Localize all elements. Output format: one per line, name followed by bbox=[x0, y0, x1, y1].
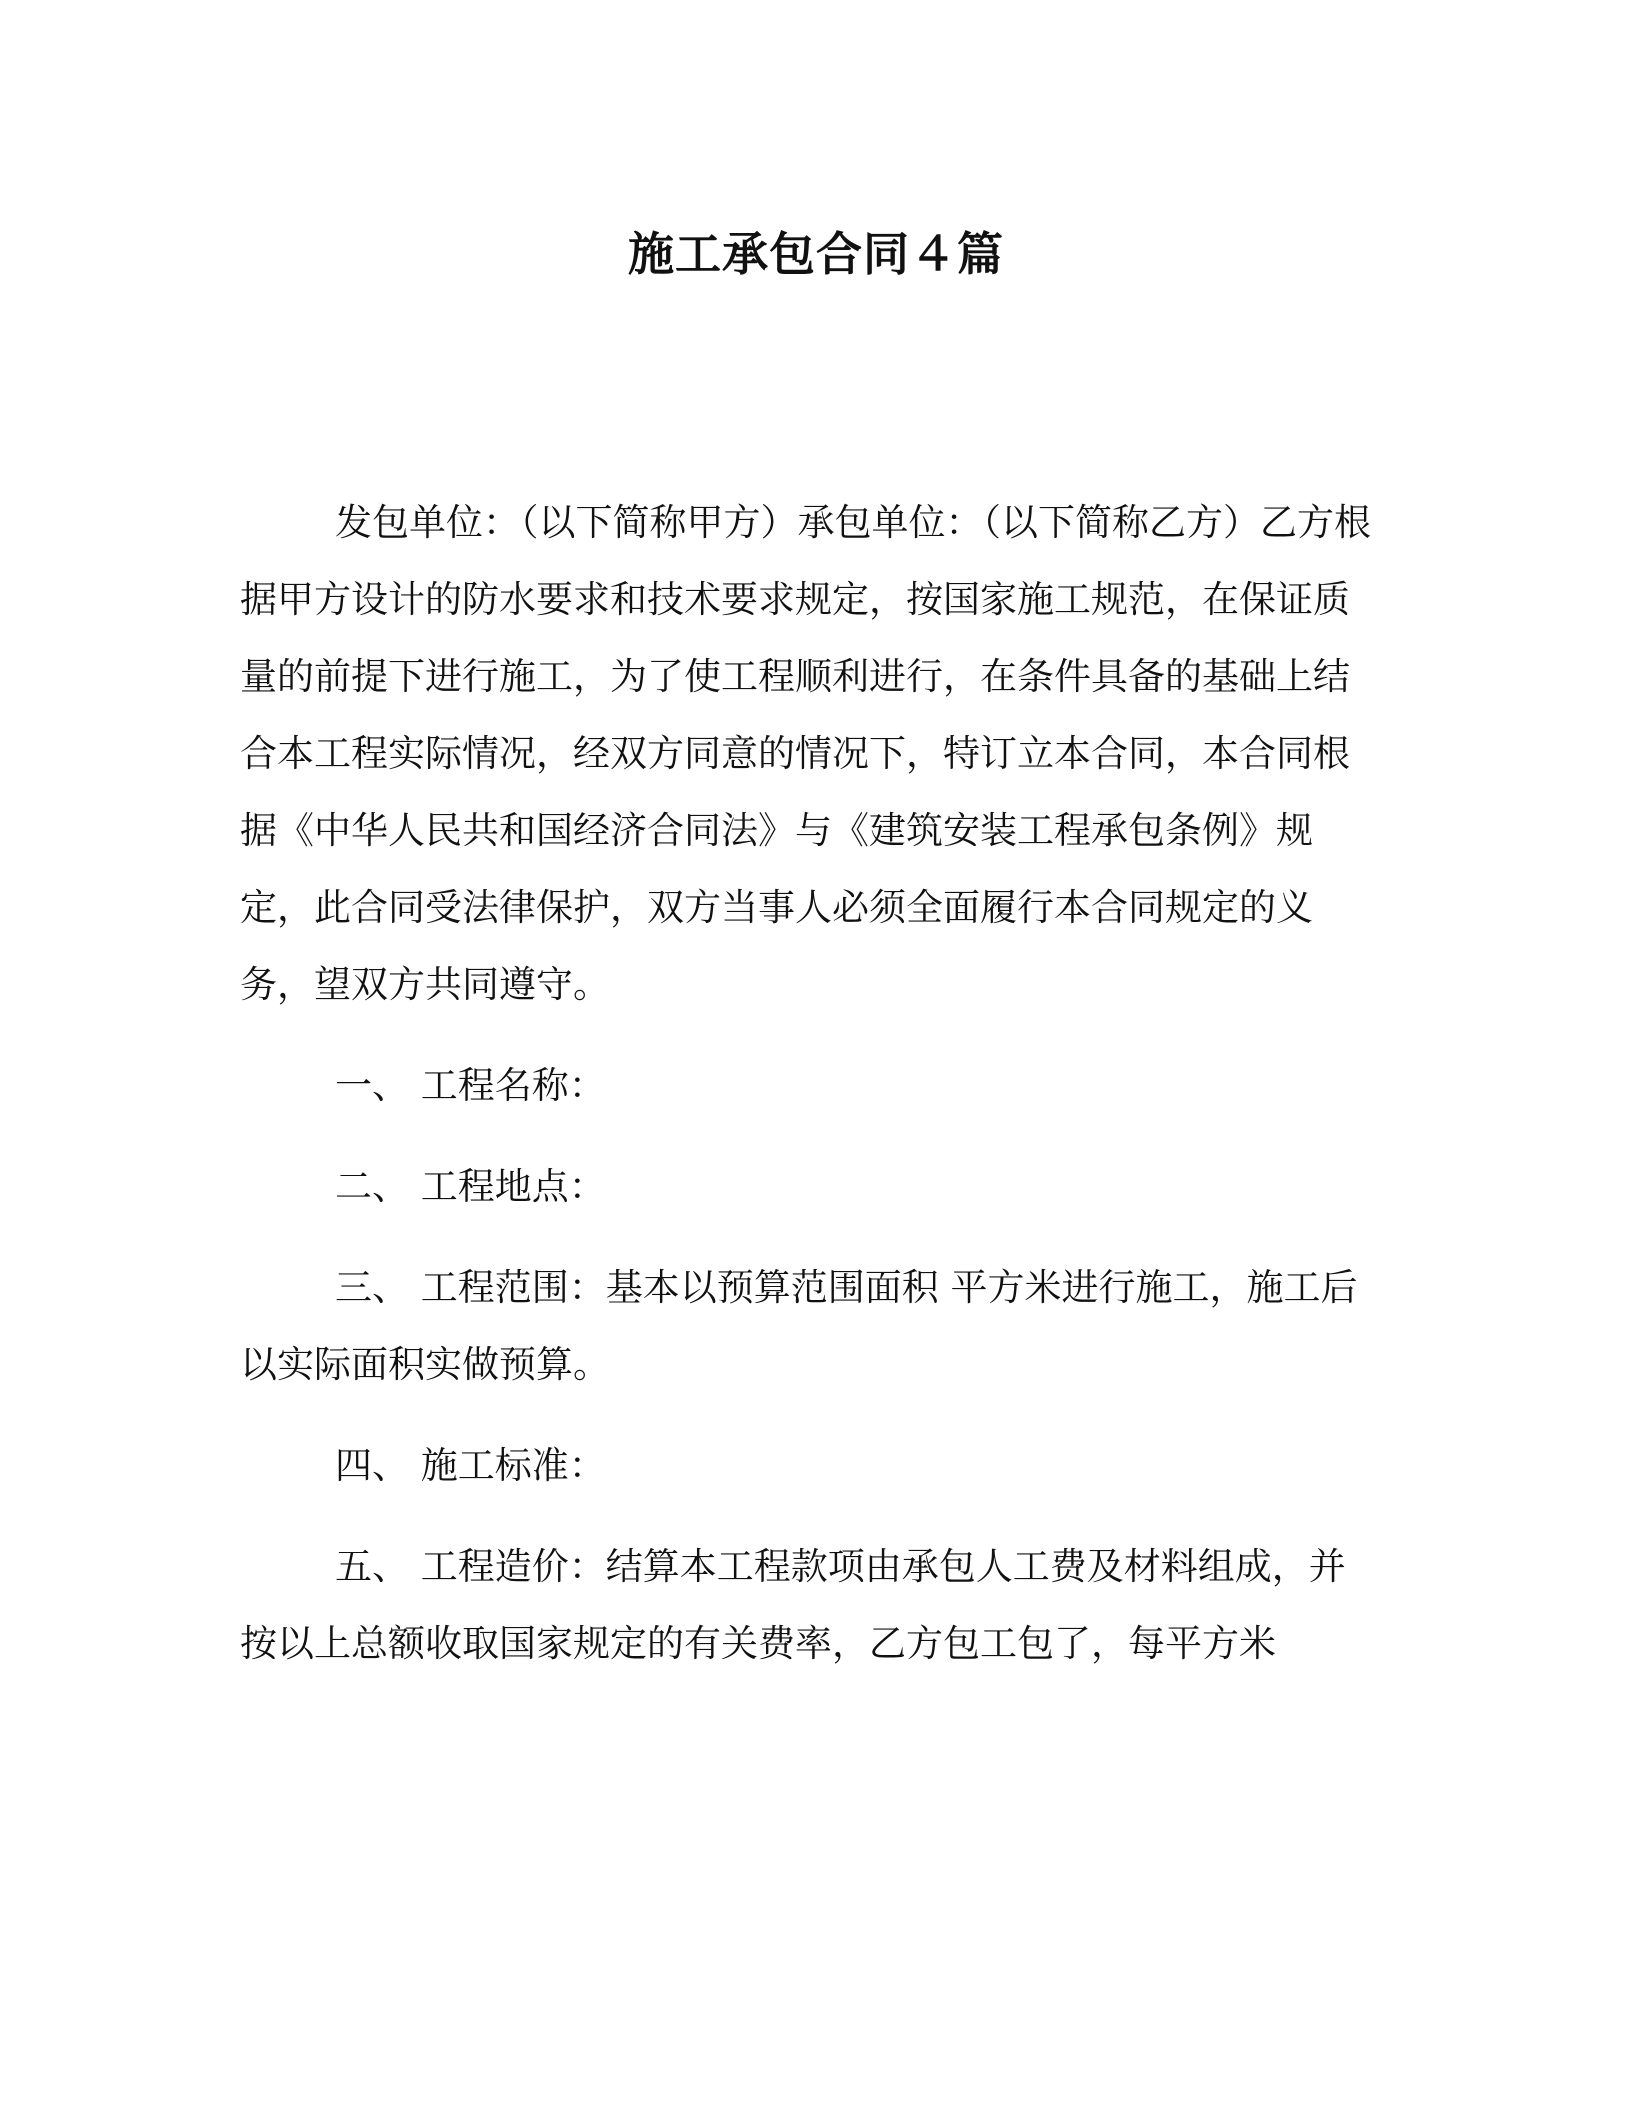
document-title: 施工承包合同４篇 bbox=[628, 227, 1004, 281]
paragraph-project-name: 一、 工程名称： bbox=[335, 1064, 606, 1107]
paragraph-construction-standard: 四、 施工标准： bbox=[335, 1444, 606, 1487]
paragraph-project-cost: 五、 工程造价：结算本工程款项由承包人工费及材料组成，并按以上总额收取国家规定的有关费率，乙方包工包了，每平方米 bbox=[240, 1545, 1346, 1665]
paragraph-intro: 发包单位：（以下简称甲方）承包单位：（以下简称乙方）乙方根据甲方设计的防水要求和技术要求规定，按国家施工规范，在保证质量的前提下进行施工，为了使工程顺利进行，在条件具备的基础上结合本工程实际情况，经双方同意的情况下，特订立本合同，本合同根据《中华人民共和国经济合同法》与《建筑安装工程承包条例》规定，此合同受法律保护，双方当事人必须全面履行本合同规定的义务，望双方共同遵守。 bbox=[240, 501, 1371, 1006]
paragraph-project-location: 二、 工程地点： bbox=[335, 1165, 606, 1208]
paragraph-project-scope: 三、 工程范围：基本以预算范围面积 平方米进行施工，施工后以实际面积实做预算。 bbox=[240, 1266, 1358, 1386]
document-body bbox=[240, 484, 1380, 1682]
